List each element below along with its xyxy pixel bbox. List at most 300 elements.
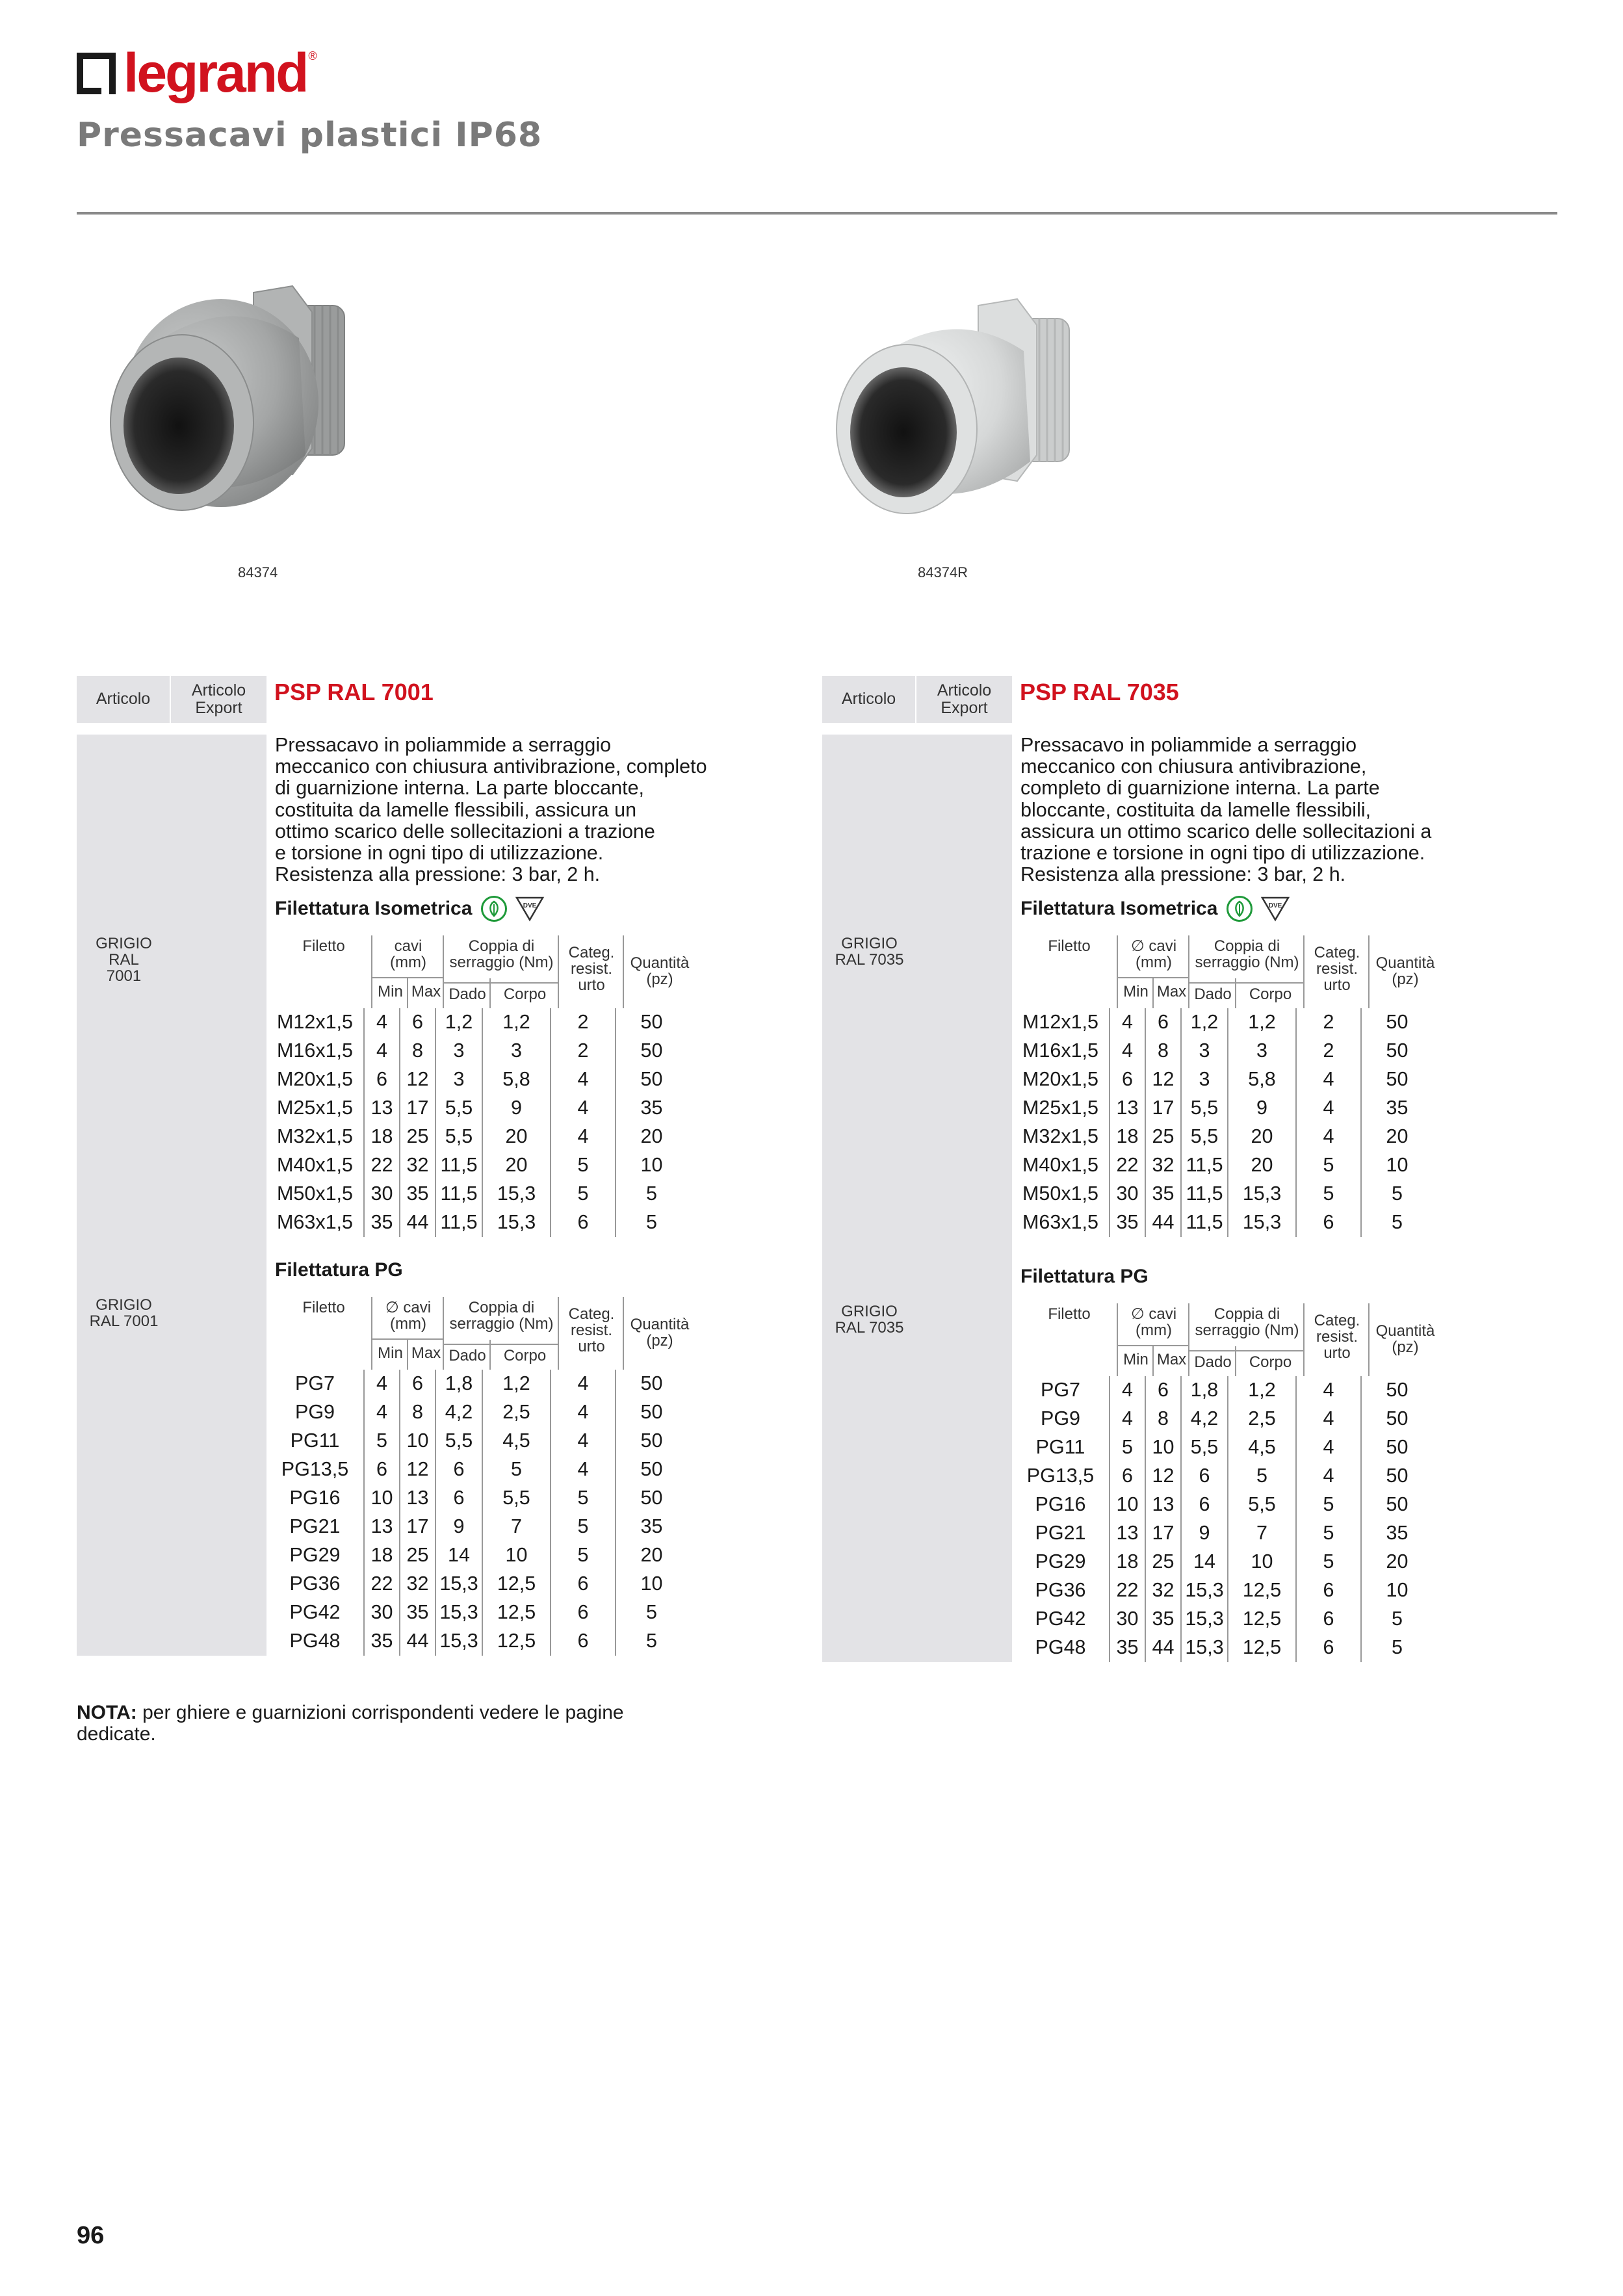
torque-nut: 15,3 [435,1598,482,1627]
iso-header-corpo: Corpo [503,985,547,1003]
quantity: 35 [1386,1097,1409,1119]
cable-max: 25 [1145,1548,1181,1576]
impact-category: 2 [1296,1037,1361,1065]
pg-header-corpo: Corpo [503,1346,547,1364]
cable-min: 35 [364,1208,400,1237]
cable-min: 22 [1110,1576,1145,1605]
cable-min: 30 [1110,1180,1145,1208]
torque-body: 5 [482,1455,551,1484]
product-image-dark-grey [97,260,422,553]
cable-max: 25 [1145,1123,1181,1151]
section-title: PSP RAL 7001 [274,679,434,705]
pg-header-filetto: Filetto [1048,1305,1091,1323]
iso-table-header [77,935,772,1008]
header-divider-line [1152,978,1154,1008]
cable-min: 4 [1110,1376,1145,1405]
impact-category: 4 [551,1455,616,1484]
thread: PG16 [1012,1491,1110,1519]
torque-nut: 6 [435,1455,482,1484]
pg-header-max: Max [411,1344,441,1362]
section-body [77,735,772,1656]
thread: M32x1,5 [1012,1123,1110,1151]
header-divider-line [443,1297,444,1370]
svg-text:DVE: DVE [523,902,537,909]
page-number: 96 [77,2222,105,2249]
cable-min: 5 [1110,1433,1145,1462]
thread: PG48 [266,1627,364,1656]
torque-nut: 5,5 [435,1427,482,1455]
header-divider-line [1117,935,1118,1008]
impact-category: 4 [551,1427,616,1455]
torque-body: 12,5 [482,1598,551,1627]
torque-nut: 3 [435,1037,482,1065]
iso-thread-heading-text: Filettatura Isometrica [275,897,473,919]
cable-min: 13 [1110,1519,1145,1548]
thread: PG13,5 [266,1455,364,1484]
cable-max: 12 [1145,1065,1181,1094]
cable-max: 10 [1145,1433,1181,1462]
torque-body: 7 [482,1513,551,1541]
torque-body: 15,3 [1228,1180,1296,1208]
torque-body: 1,2 [1228,1376,1296,1405]
torque-nut: 3 [1181,1037,1228,1065]
cable-min: 4 [364,1008,400,1037]
iso-header-min: Min [378,982,403,1000]
torque-nut: 4,2 [1181,1405,1228,1433]
torque-nut: 9 [1181,1519,1228,1548]
quantity: 10 [1386,1154,1409,1177]
header-divider-line [1303,935,1305,1008]
pg-thread-heading [275,1253,772,1288]
cable-max: 25 [400,1541,435,1570]
header-divider-line [558,1297,559,1370]
header-divider-line [444,1344,559,1345]
cable-min: 6 [364,1065,400,1094]
cable-min: 18 [364,1123,400,1151]
header-articolo-export: Articolo Export [171,676,266,723]
thread: PG7 [266,1370,364,1398]
column-header-row [77,676,772,723]
thread: PG36 [266,1570,364,1598]
torque-nut: 15,3 [435,1627,482,1656]
torque-nut: 6 [435,1484,482,1513]
section-ral-7035 [822,676,1518,1662]
torque-body: 1,2 [482,1008,551,1037]
torque-nut: 15,3 [435,1570,482,1598]
iso-header-quantita: Quantità (pz) [630,954,690,988]
cable-max: 10 [400,1427,435,1455]
header-divider-line [444,982,559,984]
thread: PG21 [266,1513,364,1541]
quantity: 10 [640,1572,663,1595]
cable-max: 32 [1145,1151,1181,1180]
cable-max: 8 [1145,1405,1181,1433]
pg-header-quantita: Quantità (pz) [1375,1322,1435,1356]
torque-body: 20 [1228,1151,1296,1180]
header-divider-line [1152,1346,1154,1376]
impact-category: 4 [551,1398,616,1427]
pg-thread-heading [1020,1259,1518,1294]
torque-body: 1,2 [482,1370,551,1398]
pg-header-cavi: ∅ cavi (mm) [385,1298,432,1333]
torque-nut: 11,5 [1181,1151,1228,1180]
thread: M25x1,5 [266,1094,364,1123]
iso-header-max: Max [1156,982,1187,1000]
torque-body: 12,5 [1228,1605,1296,1634]
thread: PG42 [266,1598,364,1627]
iso-header-filetto: Filetto [1048,937,1091,955]
torque-body: 4,5 [482,1427,551,1455]
cable-min: 18 [1110,1548,1145,1576]
impact-category: 5 [1296,1491,1361,1519]
impact-category: 4 [1296,1065,1361,1094]
cable-min: 10 [364,1484,400,1513]
quantity: 50 [640,1039,663,1062]
quantity: 5 [646,1211,657,1234]
cable-min: 4 [1110,1037,1145,1065]
pg-header-cavi: ∅ cavi (mm) [1130,1305,1177,1339]
cable-max: 17 [1145,1094,1181,1123]
torque-nut: 9 [435,1513,482,1541]
quantity: 50 [640,1401,663,1424]
thread: M25x1,5 [1012,1094,1110,1123]
cable-max: 35 [400,1598,435,1627]
iso-header-dado: Dado [1194,985,1232,1003]
cable-max: 6 [1145,1008,1181,1037]
torque-body: 20 [482,1151,551,1180]
impact-category: 4 [1296,1433,1361,1462]
header-divider-line [1189,982,1305,984]
torque-nut: 11,5 [1181,1180,1228,1208]
pg-thread-heading-text: Filettatura PG [275,1259,403,1281]
iso-header-coppia: Coppia di serraggio (Nm) [449,937,554,971]
impact-category: 6 [1296,1605,1361,1634]
quantity: 50 [1386,1068,1409,1091]
pg-header-dado: Dado [448,1346,486,1364]
thread: PG48 [1012,1634,1110,1662]
thread: M12x1,5 [266,1008,364,1037]
torque-nut: 4,2 [435,1398,482,1427]
footnote [77,1702,701,1745]
torque-body: 5,8 [482,1065,551,1094]
torque-body: 7 [1228,1519,1296,1548]
quantity: 50 [640,1372,663,1395]
column-header-row [822,676,1518,723]
iso-color-label: GRIGIO RAL 7001 [96,934,152,985]
pg-header-min: Min [378,1344,403,1362]
header-divider-line [1118,1345,1189,1346]
thread: PG36 [1012,1576,1110,1605]
quantity: 10 [1386,1579,1409,1602]
cable-min: 30 [364,1598,400,1627]
legrand-logo [77,42,317,103]
section-body [822,735,1518,1662]
registered-mark: ® [308,49,317,62]
thread: M63x1,5 [266,1208,364,1237]
torque-body: 20 [1228,1123,1296,1151]
torque-nut: 5,5 [1181,1094,1228,1123]
thread: PG16 [266,1484,364,1513]
torque-nut: 15,3 [1181,1605,1228,1634]
cable-max: 8 [400,1037,435,1065]
torque-body: 2,5 [482,1398,551,1427]
cable-max: 13 [400,1484,435,1513]
torque-body: 5,5 [1228,1491,1296,1519]
product-description: Pressacavo in poliammide a serraggio meccanico con chiusura antivibrazione, completo di guarnizione interna. La parte bloccante, costituita da lamelle flessibili, assicura un ottimo scarico delle sollecitazioni a trazione e torsione in ogni tipo di utilizzazione. Resistenza alla pressione: 3 bar, 2 h. [275,734,707,886]
iso-header-min: Min [1123,982,1149,1000]
quantity: 50 [640,1429,663,1452]
cable-max: 35 [1145,1180,1181,1208]
cable-max: 12 [400,1455,435,1484]
impact-category: 4 [1296,1123,1361,1151]
pg-table-header [822,1303,1518,1376]
torque-nut: 11,5 [435,1180,482,1208]
thread: PG29 [266,1541,364,1570]
torque-nut: 15,3 [1181,1634,1228,1662]
torque-nut: 1,8 [1181,1376,1228,1405]
impact-category: 5 [1296,1519,1361,1548]
pg-color-label: GRIGIO RAL 7001 [89,1296,159,1330]
legrand-logo-mark [77,50,117,96]
cable-min: 4 [364,1037,400,1065]
iso-header-dado: Dado [448,985,486,1003]
pg-header-min: Min [1123,1350,1149,1368]
quantity: 20 [1386,1550,1409,1573]
cable-min: 13 [364,1094,400,1123]
grey-column-band [822,735,1012,1662]
cable-max: 8 [400,1398,435,1427]
cable-min: 4 [364,1398,400,1427]
thread: M16x1,5 [1012,1037,1110,1065]
torque-body: 2,5 [1228,1405,1296,1433]
footnote-label: NOTA: [77,1702,137,1723]
torque-nut: 6 [1181,1462,1228,1491]
header-divider-line [623,1297,624,1370]
cable-max: 12 [400,1065,435,1094]
torque-nut: 5,5 [1181,1123,1228,1151]
impact-category: 4 [1296,1376,1361,1405]
thread: M12x1,5 [1012,1008,1110,1037]
quantity: 35 [640,1515,663,1538]
image-caption-1: 84374 [238,564,278,581]
torque-body: 3 [1228,1037,1296,1065]
cable-min: 18 [364,1541,400,1570]
impact-category: 6 [1296,1208,1361,1237]
cable-max: 35 [1145,1605,1181,1634]
iso-thread-heading-text: Filettatura Isometrica [1020,897,1218,919]
cable-min: 4 [1110,1008,1145,1037]
pg-header-coppia: Coppia di serraggio (Nm) [449,1298,554,1333]
impact-category: 2 [1296,1008,1361,1037]
torque-nut: 11,5 [435,1208,482,1237]
iso-header-corpo: Corpo [1249,985,1292,1003]
impact-category: 5 [551,1513,616,1541]
svg-text:DVE: DVE [1269,902,1282,909]
iso-table-header [822,935,1518,1008]
cable-min: 18 [1110,1123,1145,1151]
thread: M50x1,5 [266,1180,364,1208]
iso-header-categ: Categ. resist. urto [568,943,615,995]
header-divider-line [372,977,444,978]
cable-min: 10 [1110,1491,1145,1519]
thread: M16x1,5 [266,1037,364,1065]
cable-min: 30 [364,1180,400,1208]
thread: PG42 [1012,1605,1110,1634]
impact-category: 6 [1296,1576,1361,1605]
torque-nut: 5,5 [435,1123,482,1151]
header-divider-line [407,978,408,1008]
cable-min: 35 [364,1627,400,1656]
impact-category: 5 [551,1180,616,1208]
cable-min: 6 [364,1455,400,1484]
torque-nut: 11,5 [1181,1208,1228,1237]
thread: M40x1,5 [1012,1151,1110,1180]
header-articolo: Articolo [822,676,916,723]
torque-body: 5,5 [482,1484,551,1513]
quantity: 50 [640,1458,663,1481]
cable-min: 13 [1110,1094,1145,1123]
iso-thread-heading [275,891,772,926]
header-divider-line [1188,1303,1189,1376]
torque-nut: 6 [1181,1491,1228,1519]
quantity: 50 [1386,1407,1409,1430]
quantity: 35 [640,1097,663,1119]
thread: M20x1,5 [1012,1065,1110,1094]
quantity: 20 [1386,1125,1409,1148]
impact-category: 6 [1296,1634,1361,1662]
thread: PG7 [1012,1376,1110,1405]
pg-header-max: Max [1156,1350,1187,1368]
thread: PG11 [1012,1433,1110,1462]
quantity: 20 [640,1125,663,1148]
quantity: 50 [1386,1493,1409,1516]
header-divider-line [371,1297,372,1370]
quantity: 5 [646,1182,657,1205]
cable-max: 32 [400,1151,435,1180]
cable-max: 17 [400,1094,435,1123]
section-ral-7001 [77,676,772,1656]
pg-header-quantita: Quantità (pz) [630,1315,690,1350]
cable-max: 17 [400,1513,435,1541]
header-divider-line [371,935,372,1008]
torque-body: 15,3 [482,1208,551,1237]
torque-nut: 11,5 [435,1151,482,1180]
header-divider-line [1188,935,1189,1008]
quantity: 5 [1392,1182,1403,1205]
thread: M20x1,5 [266,1065,364,1094]
header-divider-line [443,935,444,1008]
pg-color-label: GRIGIO RAL 7035 [835,1302,904,1337]
impact-category: 5 [1296,1151,1361,1180]
cable-min: 5 [364,1427,400,1455]
quantity: 5 [646,1630,657,1652]
thread: PG13,5 [1012,1462,1110,1491]
quantity: 10 [640,1154,663,1177]
page-title: Pressacavi plastici IP68 [77,116,543,155]
cable-max: 6 [400,1370,435,1398]
cable-min: 30 [1110,1605,1145,1634]
pg-header-filetto: Filetto [302,1298,345,1316]
thread: M40x1,5 [266,1151,364,1180]
cable-max: 17 [1145,1519,1181,1548]
vde-cert-icon [1260,896,1290,922]
impact-category: 5 [551,1541,616,1570]
impact-category: 4 [1296,1462,1361,1491]
thread: PG9 [266,1398,364,1427]
torque-nut: 3 [1181,1065,1228,1094]
header-divider-line [1189,1350,1305,1351]
header-divider-line [1368,935,1370,1008]
torque-body: 12,5 [1228,1576,1296,1605]
thread: M63x1,5 [1012,1208,1110,1237]
vde-cert-icon [515,896,545,922]
impact-category: 6 [551,1598,616,1627]
impact-category: 4 [1296,1094,1361,1123]
torque-body: 15,3 [482,1180,551,1208]
header-divider-line [1117,1303,1118,1376]
torque-body: 10 [1228,1548,1296,1576]
iso-color-label: GRIGIO RAL 7035 [835,934,904,969]
section-title: PSP RAL 7035 [1020,679,1179,705]
thread: M50x1,5 [1012,1180,1110,1208]
iso-header-filetto: Filetto [302,937,345,955]
quantity: 20 [640,1544,663,1567]
quantity: 5 [646,1601,657,1624]
torque-body: 9 [1228,1094,1296,1123]
header-divider-line [623,935,624,1008]
impact-category: 4 [551,1094,616,1123]
torque-body: 15,3 [1228,1208,1296,1237]
cable-max: 25 [400,1123,435,1151]
cable-min: 35 [1110,1208,1145,1237]
cable-min: 6 [1110,1065,1145,1094]
pg-header-coppia: Coppia di serraggio (Nm) [1195,1305,1299,1339]
cable-min: 4 [364,1370,400,1398]
torque-body: 9 [482,1094,551,1123]
cable-max: 32 [1145,1576,1181,1605]
torque-body: 5 [1228,1462,1296,1491]
cable-min: 22 [364,1151,400,1180]
pg-thread-heading-text: Filettatura PG [1020,1265,1149,1287]
torque-body: 3 [482,1037,551,1065]
impact-category: 2 [551,1008,616,1037]
torque-nut: 14 [435,1541,482,1570]
quantity: 50 [1386,1379,1409,1402]
brand-name: legrand [123,42,307,103]
iso-thread-heading [1020,891,1518,926]
torque-body: 12,5 [1228,1634,1296,1662]
torque-nut: 1,2 [1181,1008,1228,1037]
header-divider-line [1303,1303,1305,1376]
product-description: Pressacavo in poliammide a serraggio meccanico con chiusura antivibrazione, completo di guarnizione interna. La parte bloccante, costituita da lamelle flessibili, assicura un ottimo scarico delle sollecitazioni a trazione e torsione in ogni tipo di utilizzazione. Resistenza alla pressione: 3 bar, 2 h. [1020,734,1432,886]
pg-table-header [77,1297,772,1370]
quantity: 5 [1392,1636,1403,1659]
cable-min: 13 [364,1513,400,1541]
quantity: 50 [1386,1011,1409,1034]
iso-header-cavi: ∅ cavi (mm) [1130,937,1177,971]
cable-min: 6 [1110,1462,1145,1491]
cable-max: 6 [400,1008,435,1037]
torque-body: 4,5 [1228,1433,1296,1462]
grey-column-band [77,735,266,1656]
impact-category: 4 [551,1123,616,1151]
header-divider [77,212,1557,215]
header-divider-line [1368,1303,1370,1376]
quantity: 5 [1392,1211,1403,1234]
pg-header-dado: Dado [1194,1353,1232,1371]
impact-category: 4 [551,1065,616,1094]
quantity: 50 [1386,1436,1409,1459]
